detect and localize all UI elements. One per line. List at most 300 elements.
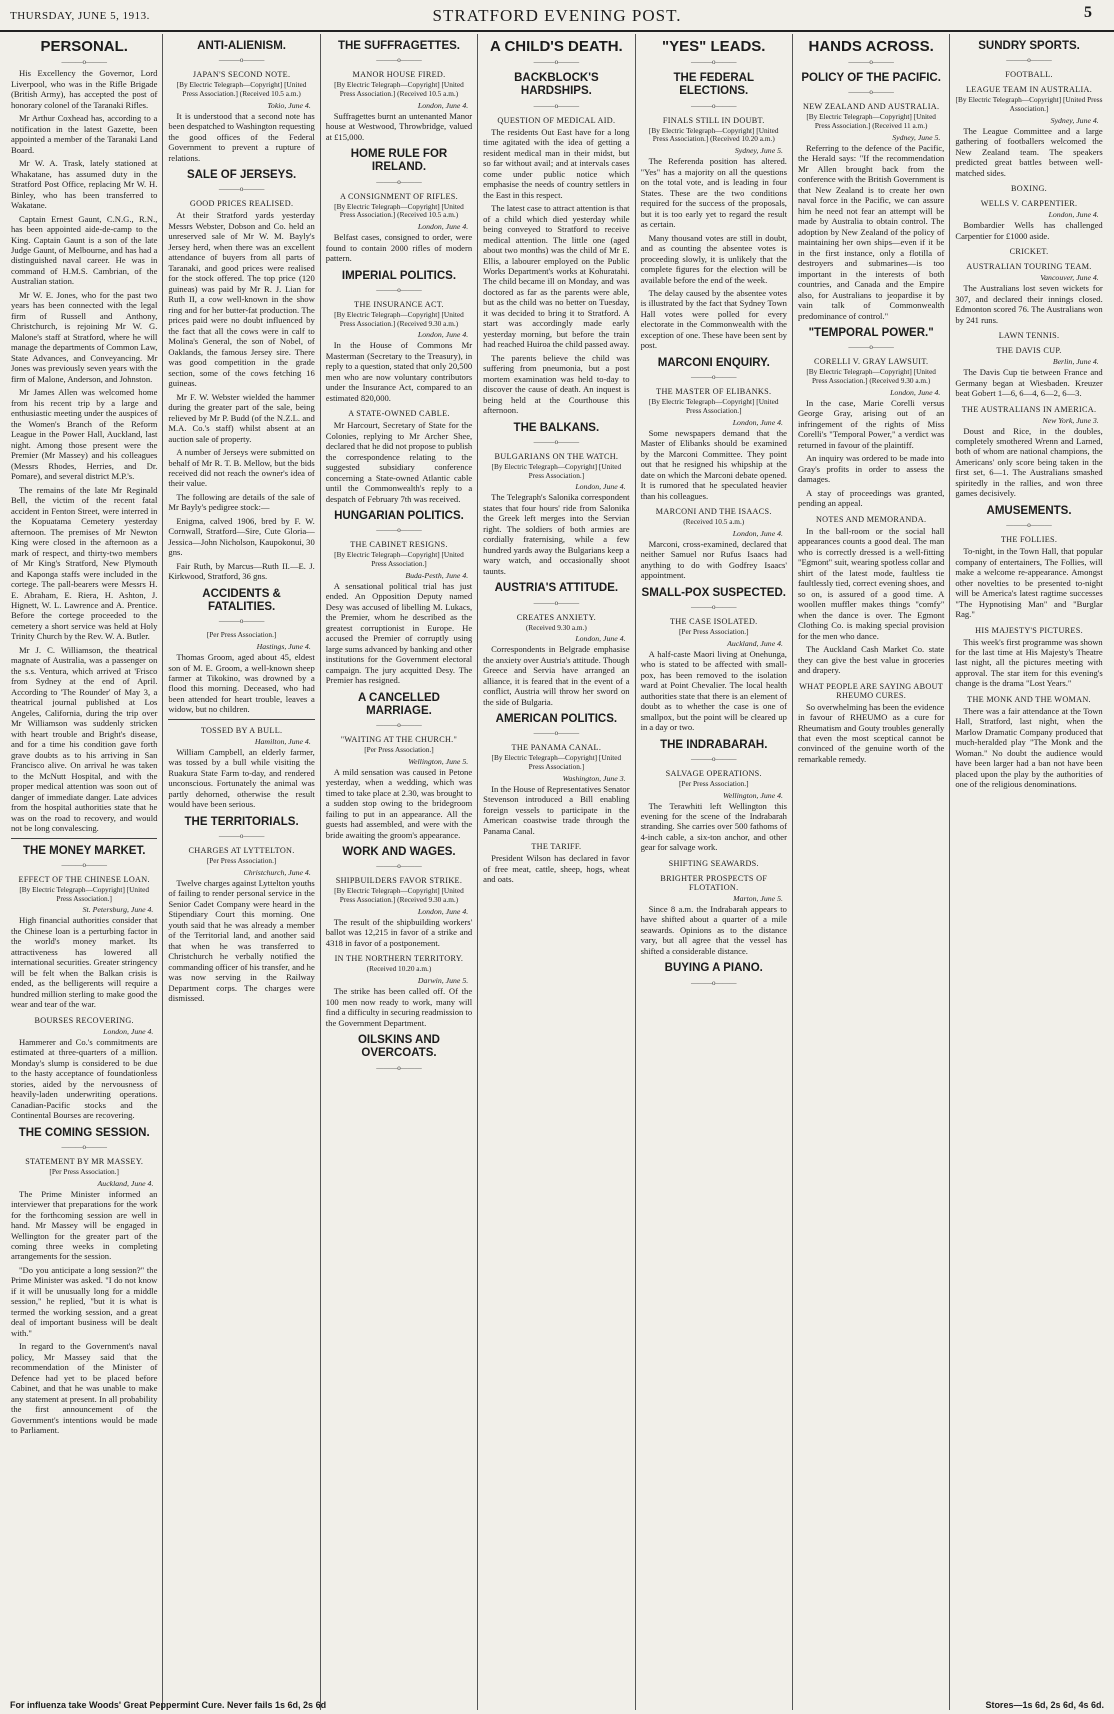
article-headline: IMPERIAL POLITICS. [341, 269, 457, 282]
article-dateline: Hamilton, June 4. [254, 736, 311, 746]
article-byline: [By Electric Telegraph—Copyright] [United Press Association.] (Received 10.5 a.m.) [176, 80, 307, 98]
article-paragraph: High financial authorities consider that the Chinese loan is a perturbing factor in the world's money market. Its attractiveness has lowered all international securities. Greater stringency will be felt when the Balkan crisis is ended, as the belligerents will require a hundred million sterling to make good the wear and tear of the war. [11, 915, 158, 1010]
article-paragraph: An inquiry was ordered to be made into Gray's profits in order to assess the damages. [797, 453, 945, 485]
article [955, 695, 1102, 790]
article-dateline: London, June 4. [103, 1026, 154, 1036]
ornament-divider [11, 58, 157, 66]
article-paragraph: So overwhelming has been the evidence in favour of RHEUMO as a cure for Rheumatism and Gouty troubles generally that even the most sceptical cannot be convinced of the genuine worth of the remarkable remedy. [797, 701, 945, 764]
article [798, 357, 944, 508]
article-headline: WORK AND WAGES. [342, 846, 456, 859]
newspaper-column [321, 34, 478, 1710]
article [955, 70, 1102, 79]
masthead [0, 0, 1114, 32]
article [955, 85, 1102, 178]
article [483, 422, 629, 446]
article-byline: [By Electric Telegraph—Copyright] [United Press Association.] [491, 753, 622, 772]
article-paragraph: A sensational political trial has just ended. An Opposition Deputy named Desy was accused of libelling M. Lukacs, the Premier, whom he described as the greatest corruptionist in Europe. He accused the Premier of corruptly using large sums advanced by banking and other institutions for the Government electoral campaign. The jury acquitted Desy. The Premier has resigned. [325, 580, 473, 686]
article [641, 507, 787, 581]
article-headline: BACKBLOCK'S HARDSHIPS. [514, 72, 599, 98]
article-dateline: London, June 4. [417, 222, 469, 232]
article-paragraph: In the ball-room or the social hall appearances counts a good deal. The man who is correctly dressed is a well-fitting "Egmont" suit, wearing spotless collar and shirt of the latest mode, faultless tie faultlessly tied, correct evening shoes, and so on, is assured of a good time. A woollen muffler makes things "comfy" when the dance is over. The Egmont Clothing Co. is making special provision for the men who dance. [797, 525, 945, 641]
article-paragraph: Captain Ernest Gaunt, C.N.G., R.N., has been appointed aide-de-camp to the King. Captain Gaunt is a son of the late Judge Gaunt, of Melbourne, and has had a distinguished naval career. He was in command of H.M.S. Cambrian, of the Australian station. [11, 213, 158, 287]
article [641, 962, 787, 986]
article-subheadline: BULGARIANS ON THE WATCH. [494, 451, 619, 461]
ornament-divider [326, 178, 472, 186]
article-paragraph: Mr J. C. Williamson, the theatrical magnate of Australia, was a passenger on the s.s. Ventura, which arrived at 'Frisco from Sydney at the end of April. According to 'The Rounder' of May 3, a theatrical journal published at Los Angeles, California, during the trip over Mr Williamson was suddenly stricken with heart trouble and Bright's disease, and for a time his condition gave forth grave doubts as to his arriving in San Francisco alive. On arrival he was taken to the McNutt Hospital, and with the proper medical attention was soon out of danger of immediate danger. Late advices from the hospital authorities state that he was on the road to recovery, and would not be long convalescing. [11, 644, 158, 834]
article-paragraph: Marconi, cross-examined, declared that neither Samuel nor Rufus Isaacs had anything to do with Godfrey Isaacs' appointment. [640, 538, 787, 581]
article [326, 846, 472, 870]
page-number: 5 [1084, 4, 1092, 21]
article-subheadline: THE AUSTRALIANS IN AMERICA. [961, 404, 1097, 414]
article-headline: SALE OF JERSEYS. [186, 169, 297, 182]
newspaper-column [636, 34, 793, 1710]
article [641, 617, 787, 733]
article [798, 72, 944, 96]
article-subheadline: LEAGUE TEAM IN AUSTRALIA. [966, 85, 1093, 95]
article [326, 192, 472, 264]
article [483, 72, 629, 109]
article-dateline: Marton, June 5. [733, 893, 783, 903]
article-subheadline: CHARGES AT LYTTELTON. [188, 846, 295, 856]
article-dateline: London, June 4. [575, 482, 626, 492]
article [798, 515, 944, 676]
article-paragraph: The strike has been called off. Of the 100 men now ready to work, many will find a difficulty in securing readmission to the Government Department. [325, 986, 473, 1028]
article-subheadline: THE CASE ISOLATED. [670, 616, 758, 626]
article-rule [11, 838, 157, 839]
article [641, 357, 787, 381]
article [641, 387, 787, 501]
article-paragraph: William Campbell, an elderly farmer, was tossed by a bull while visiting the Ruakura State Farm to-day, and rendered unconscious. Fortunately the animal was partly dehorned, otherwise the result would have been serious. [168, 746, 315, 810]
article-subheadline: EFFECT OF THE CHINESE LOAN. [18, 874, 150, 884]
article [955, 405, 1102, 499]
article [11, 1016, 157, 1121]
article [326, 876, 472, 948]
article-byline: [By Electric Telegraph—Copyright] [United Press Association.] (Received 10.20 a.m.) [648, 125, 779, 144]
article-byline: [Per Press Association.] [678, 778, 749, 788]
article-paragraph: The remains of the late Mr Reginald Bell, the victim of the recent fatal accident in Fenton Street, were interred in the Kopuatama Cemetery yesterday afternoon. The premises of Mr Newton King were closed in the afternoon as a mark of respect, and thirty-two members of Mr King's Stratford, New Plymouth and Kaponga staffs were included in the cortege. The pall-bearers were Messrs H. E. Abraham, E. Riera, H. Ashton, J. Hignett, W. L. Lawrence and A. Prentice. Before the cortege proceeded to the cemetery a short service was held at Holy Trinity Church by the Rev. W. A. Butler. [11, 484, 158, 642]
article-paragraph: Mr Harcourt, Secretary of State for the Colonies, replying to Mr Archer Shee, declared that he did not propose to publish the correspondence relating to the suggested subsidiary conference concerning a State-owned Atlantic cable until the Commonwealth's reply to a despatch of February 7th was received. [325, 420, 473, 504]
article-byline: [By Electric Telegraph—Copyright] [United Press Association.] [19, 884, 150, 903]
article-subheadline: SALVAGE OPERATIONS. [665, 768, 762, 778]
article-paragraph: The residents Out East have for a long time agitated with the idea of getting a resident medical man in their midst, but so far without avail; and at intervals cases come under public notice which emphasise the needs of country settlers in the East in this respect. [483, 126, 630, 200]
article [326, 70, 472, 142]
article-dateline: St. Petersburg, June 4. [82, 905, 154, 915]
article-subheadline: THE PANAMA CANAL. [511, 743, 602, 753]
article-headline: "YES" LEADS. [662, 38, 766, 55]
article [326, 40, 472, 64]
article-dateline: Wellington, June 4. [723, 790, 783, 800]
article-byline: [Per Press Association.] [678, 626, 749, 636]
article-paragraph: His Excellency the Governor, Lord Liverpool, who was in the Rifle Brigade (British Army), has accepted the post of honorary colonel of the Taranaki Rifles. [11, 68, 158, 110]
article-headline: A CANCELLED MARRIAGE. [357, 691, 440, 717]
article [11, 875, 157, 1010]
article-byline: [By Electric Telegraph—Copyright] [United Press Association.] [491, 461, 622, 480]
ornament-divider [483, 729, 629, 737]
article [168, 70, 314, 163]
article-headline: POLICY OF THE PACIFIC. [801, 72, 941, 85]
article-dateline: Sydney, June 5. [892, 132, 941, 142]
article-dateline: Christchurch, June 4. [243, 867, 311, 877]
article [326, 954, 472, 1028]
article-subheadline: THE FOLLIES. [1000, 535, 1058, 545]
article [798, 102, 944, 321]
article-paragraph: In the House of Representatives Senator Stevenson introduced a Bill enabling foreign vessels to participate in the American coastwise trade through the Panama Canal. [483, 783, 630, 836]
article-paragraph: Mr W. A. Trask, lately stationed at Whakatane, has assumed duty in the Stratford Post Office, replacing Mr W. H. Binley, who has been transferred to Wakatane. [11, 158, 158, 211]
article [955, 535, 1102, 619]
article-paragraph: Belfast cases, consigned to order, were found to contain 2000 rifles of modern pattern. [325, 232, 473, 264]
article [168, 816, 314, 840]
article [641, 38, 787, 66]
article-dateline: Sydney, June 4. [1050, 115, 1099, 125]
article [326, 692, 472, 729]
article-paragraph: There was a fair attendance at the Town Hall, Stratford, last night, when the Marlow Dramatic Company produced that much-heralded play "The Monk and the Woman." No doubt the audience would have been larger had a ban not have been placed upon the play by the authorities of one of the religious denominations. [955, 705, 1103, 790]
ornament-divider [326, 1064, 472, 1072]
article-paragraph: The delay caused by the absentee votes is illustrated by the fact that Sydney Town Hall votes were polled for every electorate in the Commonwealth with the exception of one. These have been sent by post. [640, 288, 787, 351]
article-paragraph: Many thousand votes are still in doubt, and as counting the absentee votes is proceeding slowly, it is unlikely that the complete figures for the election will be available before the end of the week. [640, 232, 787, 285]
article-headline: THE COMING SESSION. [18, 1126, 150, 1139]
article-subheadline: FINALS STILL IN DOUBT. [662, 115, 765, 125]
article-paragraph: The Prime Minister informed an interviewer that preparations for the work for the forthcoming session are well in hand. Mr Massey will be engaged in Wellington for the greater part of the coming three weeks in completing arrangements for the session. [11, 1188, 158, 1262]
ornament-divider [641, 603, 787, 611]
article [955, 199, 1102, 241]
column-container [6, 34, 1108, 1710]
article [641, 859, 787, 868]
article-byline: [By Electric Telegraph—Copyright] [United Press Association.] (Received 9.30 a.m.) [806, 367, 936, 386]
article-headline: AUSTRIA'S ATTITUDE. [494, 582, 619, 595]
article-paragraph: The Australians lost seven wickets for 307, and declared their innings closed. Edmonton scored 76. The Australians won by 241 runs. [955, 283, 1103, 325]
article-paragraph: At their Stratford yards yesterday Messrs Webster, Dobson and Co. held an unreserved sale of Mr W. M. Bayly's Jersey herd, when there was an excellent attendance of buyers from all parts of Taranaki, and good prices were realised for the stock offered. The top price (120 guineas) was paid by Mr R. J. Lian for Ruth II, a cow well-known in the show ring and for her butter-fat production. The prices paid were no doubt influenced by the fact that all the cows were in calf to Molina's General, the son of Nobel, of Oaklands, the famous Jersey sire. There was good competition in the grade section, some of the cows fetching 16 guineas. [168, 210, 315, 389]
ornament-divider [641, 755, 787, 763]
article-headline: A CHILD'S DEATH. [490, 38, 623, 55]
article [11, 845, 157, 869]
article-headline: AMUSEMENTS. [986, 504, 1072, 517]
article-paragraph: Referring to the defence of the Pacific, the Herald says: "If the recommendation Mr Allen brought back from the conference with the British Government is that New Zealand is to create her own naval force in the Pacific, we can assure him he need not fear an attempt will be made by Australia to obtain control. The adoption by New Zealand of the policy of maintaining her own ships—even if it be in the first instance, only a flotilla of destroyers and submarines—is too important in the interests of both countries, and Canada and the Empire also, for Australians to jeopardise it by vain talk of Commonwealth predominance of control." [797, 142, 945, 321]
article-paragraph: A stay of proceedings was granted, pending an appeal. [797, 487, 945, 509]
newspaper-column [163, 34, 320, 1710]
ornament-divider [798, 58, 944, 66]
article-headline: SMALL-POX SUSPECTED. [641, 586, 786, 599]
article-dateline: Vancouver, June 4. [1040, 273, 1099, 283]
article-dateline: Buda-Pesth, June 4. [405, 570, 469, 580]
newspaper-title: STRATFORD EVENING POST. [432, 6, 682, 25]
article-subheadline: GOOD PRICES REALISED. [189, 199, 294, 209]
article-paragraph: Bombardier Wells has challenged Carpentier for £1000 aside. [955, 220, 1103, 241]
footer-advert-left: For influenza take Woods' Great Peppermint Cure. Never fails 1s 6d, 2s 6d [10, 1700, 327, 1710]
article [955, 346, 1102, 398]
ornament-divider [11, 1143, 157, 1151]
newspaper-column [950, 34, 1107, 1710]
article-dateline: London, June 4. [417, 906, 469, 916]
article [11, 1127, 157, 1151]
article-paragraph: Mr F. W. Webster wielded the hammer during the greater part of the sale, being relieved by Mr P. Budd (of the N.Z.L. and M.A. Co.'s staff) whilst absent at an auction sale of property. [168, 391, 315, 444]
article [483, 452, 629, 576]
article-paragraph: Some newspapers demand that the Master of Elibanks should be examined by the Marconi Committee. They point out that he resigned his whipship at the date on which the Marconi debate opened. It is rumored that he speculated heavier than his colleagues. [640, 427, 787, 501]
article [168, 199, 314, 581]
article-byline: (Received 10.20 a.m.) [366, 964, 432, 974]
article-paragraph: In regard to the Government's naval policy, Mr Massey said that the recommendation of the Minister of Defence had yet to be placed before Cabinet, and that he was unable to make any statement at present. In all probability the first announcement of the Government's intentions would be made to Parliament. [11, 1341, 158, 1436]
article [483, 713, 629, 737]
article-subheadline: AUSTRALIAN TOURING TEAM. [966, 262, 1092, 272]
ornament-divider [168, 832, 314, 840]
article [483, 582, 629, 606]
article-subheadline: STATEMENT BY MR MASSEY. [25, 1156, 144, 1166]
article [326, 300, 472, 403]
article-subheadline: THE CABINET RESIGNS. [350, 540, 448, 550]
article [483, 38, 629, 66]
article [168, 169, 314, 193]
article-headline: ACCIDENTS & FATALITIES. [202, 587, 281, 614]
article-subheadline: HIS MAJESTY'S PICTURES. [975, 625, 1083, 635]
article [168, 40, 314, 64]
article-byline: [Per Press Association.] [49, 1166, 119, 1176]
article-byline: [By Electric Telegraph—Copyright] [United Press Association.] [955, 95, 1103, 113]
article-dateline: Hastings, June 4. [256, 642, 311, 652]
article-subheadline: THE MONK AND THE WOMAN. [967, 694, 1091, 704]
article-headline: THE MONEY MARKET. [22, 844, 146, 857]
article-paragraph: In the case, Marie Corelli versus George Gray, arising out of an infringement of the rights of Miss Corelli's "Temporal Power," a verdict was returned in favour of the plaintiff. [797, 397, 945, 450]
ornament-divider [955, 521, 1102, 529]
article-headline: THE BALKANS. [513, 421, 600, 434]
article-dateline: London, June 4. [1048, 210, 1099, 220]
article-headline: "TEMPORAL POWER." [808, 327, 934, 340]
article-subheadline: MARCONI AND THE ISAACS. [655, 507, 772, 517]
ornament-divider [798, 343, 944, 351]
article [168, 631, 314, 720]
article [955, 40, 1102, 64]
article-paragraph: Twelve charges against Lyttelton youths of failing to render personal service in the Senior Cadet Company were heard in the Stipendiary Court this morning. One youth said that he was already a member of the Territorial land, and another said that when he was transferred to Christchurch he verbally notified the commanding officer of his transfer, and he was now serving in the Railway Department corps. The charges were dismissed. [168, 877, 315, 1004]
article-byline: (Received 10.5 a.m.) [683, 517, 745, 527]
article-subheadline: THE INSURANCE ACT. [354, 299, 444, 309]
article [168, 588, 314, 625]
ornament-divider [326, 526, 472, 534]
article-paragraph: The League Committee and a large gathering of footballers welcomed the New Zealand team. The speakers predicted great battles between well-matched sides. [955, 125, 1103, 178]
ornament-divider [168, 56, 314, 64]
article-dateline: Tokio, June 4. [267, 100, 311, 110]
article-byline: [Per Press Association.] [206, 856, 277, 866]
article-headline: ANTI-ALIENISM. [197, 40, 286, 52]
article-subheadline: BOXING. [1011, 184, 1048, 194]
article-dateline: Darwin, June 5. [417, 976, 469, 986]
article [11, 1157, 157, 1436]
newspaper-column [793, 34, 950, 1710]
article-paragraph: The Terawhiti left Wellington this evening for the scene of the Indrabarah stranding. She carries over 500 fathoms of 4-inch cable, a six-ton anchor, and other gear for salvage work. [640, 800, 787, 853]
newspaper-column [6, 34, 163, 1710]
article [11, 38, 157, 839]
article-dateline: Sydney, June 5. [734, 146, 783, 156]
article-subheadline: TOSSED BY A BULL. [200, 725, 283, 735]
article-subheadline: MANOR HOUSE FIRED. [352, 70, 446, 80]
ornament-divider [326, 862, 472, 870]
footer-advert-right: Stores—1s 6d, 2s 6d, 4s 6d. [985, 1700, 1104, 1710]
article-headline: THE SUFFRAGETTES. [337, 40, 460, 52]
article-dateline: Washington, June 3. [562, 773, 626, 783]
article-paragraph: To-night, in the Town Hall, that popular company of entertainers, The Follies, will make a welcome re-appearance. Amongst other novelties to be presented to-night will be America's latest ragtime successes "The Hypnotising Man" and "Burglar Rag." [955, 546, 1103, 620]
article-dateline: London, June 4. [575, 634, 626, 644]
article [326, 735, 472, 840]
article [641, 587, 787, 611]
article-headline: BUYING A PIANO. [664, 962, 763, 975]
article-subheadline: CREATES ANXIETY. [516, 612, 596, 622]
article-subheadline: THE TARIFF. [531, 842, 582, 852]
article [955, 331, 1102, 340]
article-paragraph: A number of Jerseys were submitted on behalf of Mr R. T. B. Mellow, but the bids received did not reach the owner's idea of their value. [168, 447, 315, 489]
article-subheadline: THE DAVIS CUP. [996, 346, 1062, 356]
article-subheadline: JAPAN'S SECOND NOTE. [192, 70, 291, 80]
article-subheadline: CRICKET. [1009, 247, 1049, 257]
article-dateline: London, June 4. [732, 417, 783, 427]
article-headline: HANDS ACROSS. [808, 38, 934, 55]
article [168, 726, 314, 810]
article-paragraph: The Auckland Cash Market Co. state they can give the best value in groceries and drapery. [797, 644, 945, 676]
article-subheadline: WELLS V. CARPENTIER. [980, 199, 1078, 209]
article [641, 116, 787, 351]
article-subheadline: NEW ZEALAND AND AUSTRALIA. [802, 102, 940, 112]
article-dateline: London, June 4. [417, 100, 469, 110]
article [326, 148, 472, 185]
article-headline: MARCONI ENQUIRY. [657, 356, 770, 369]
article-paragraph: The Telegraph's Salonika correspondent states that four hours' ride from Salonika the Greek left merges into the Servian right. The soldiers of both armies are cordially fraternising, while a few hundred yards away the Bulgarians keep a wary watch, and occasionally shoot taunts. [483, 492, 630, 576]
article-dateline: London, June 4. [890, 387, 941, 397]
article [641, 72, 787, 109]
issue-date: THURSDAY, JUNE 5, 1913. [10, 10, 150, 22]
article-subheadline: BOURSES RECOVERING. [34, 1015, 134, 1025]
article-byline: [By Electric Telegraph—Copyright] [United Press Association.] [334, 550, 464, 569]
ornament-divider [168, 617, 314, 625]
article-dateline: London, June 4. [732, 528, 783, 538]
article-paragraph: Thomas Groom, aged about 45, eldest son of M. E. Groom, a well-known sheep farmer at Tikokino, was drowned by a flood this morning. Deceased, who had been attended for heart trouble, leaves a widow, but no children. [168, 652, 315, 715]
article-byline: [Per Press Association.] [206, 630, 277, 640]
article-byline: [By Electric Telegraph—Copyright] [United Press Association.] (Received 10.5 a.m.) [334, 201, 464, 220]
article [955, 247, 1102, 256]
article-subheadline: BRIGHTER PROSPECTS OF FLOTATION. [660, 873, 768, 892]
article-paragraph: Doust and Rice, in the doubles, completely smothered Wrenn and Larned, both of whom are national champions, the Americans' only score being taken in the first set, 6—1. The Australians smashed spiritedly in the rallies, and won three games decisively. [955, 425, 1103, 499]
article-paragraph: The Referenda position has altered. "Yes" has a majority on all the questions on the total vote, and is leading in four States. These are the two conditions required for the success of the proposals, but it is too early yet to regard the result as certain. [640, 156, 787, 230]
article [798, 682, 944, 765]
article [168, 846, 314, 1004]
ornament-divider [168, 185, 314, 193]
article-subheadline: WHAT PEOPLE ARE SAYING ABOUT RHEUMO CURES. [799, 681, 944, 700]
article-headline: HUNGARIAN POLITICS. [334, 510, 464, 523]
ornament-divider [483, 102, 629, 110]
article [326, 270, 472, 294]
ornament-divider [326, 286, 472, 294]
article [483, 116, 629, 416]
article-dateline: Auckland, June 4. [727, 638, 783, 648]
article-headline: AMERICAN POLITICS. [495, 713, 618, 726]
article-subheadline: SHIFTING SEAWARDS. [668, 858, 759, 868]
article [483, 842, 629, 884]
ornament-divider [326, 56, 472, 64]
article-paragraph: It is understood that a second note has been despatched to Washington requesting the good offices of the Federal Government to prevent a rupture of relations. [168, 110, 315, 163]
ornament-divider [798, 88, 944, 96]
article-subheadline: LAWN TENNIS. [998, 331, 1060, 341]
article-dateline: Berlin, June 4. [1052, 357, 1099, 367]
article-paragraph: A mild sensation was caused in Petone yesterday, when a wedding, which was timed to take place at 2.30, was brought to a sudden stop owing to the bridegroom failing to put in an appearance. All the guests had assembled, and were with the bride awaiting the groom's appearance. [325, 766, 473, 840]
article-dateline: Auckland, June 4. [97, 1178, 154, 1188]
article-paragraph: The result of the shipbuilding workers' ballot was 12,215 in favor of a strike and 4318 in favor of a postponement. [325, 916, 473, 948]
ornament-divider [483, 599, 629, 607]
article-byline: (Received 9.30 a.m.) [525, 622, 587, 632]
article-subheadline: FOOTBALL. [1005, 70, 1053, 80]
article-paragraph: Correspondents in Belgrade emphasise the anxiety over Austria's attitude. Though Greece and Servia have arranged an alliance, it is feared that in the event of a conflict, Austria will throw her sword on the side of Bulgaria. [483, 644, 630, 707]
article-paragraph: The Davis Cup tie between France and Germany began at Wiesbaden. Kreuzer beat Gobert 1—6, 6—4, 6—2, 6—3. [955, 367, 1103, 399]
article [326, 510, 472, 534]
article [798, 327, 944, 351]
article [326, 409, 472, 504]
article-byline: [By Electric Telegraph—Copyright] [United Press Association.] (Received 11 a.m.) [806, 112, 936, 131]
article [955, 184, 1102, 193]
article-dateline: London, June 4. [417, 330, 469, 340]
ornament-divider [641, 979, 787, 987]
article [955, 262, 1102, 325]
article-paragraph: Enigma, calved 1906, bred by F. W. Cornwall, Stratford—Sire, Cute Gloria—Jessica—John Nicholson, Kaupokonui, 30 gns. [168, 515, 315, 558]
article-headline: PERSONAL. [40, 38, 128, 55]
article-paragraph: Mr Arthur Coxhead has, according to a notification in the latest Gazette, been appointed a member of the Taranaki Land Board. [11, 113, 158, 155]
article-byline: [By Electric Telegraph—Copyright] [United Press Association.] [648, 397, 779, 415]
article [641, 874, 787, 956]
article-paragraph: Suffragettes burnt an untenanted Manor house at Westwood, Throwbridge, valued at £15,000. [325, 110, 473, 142]
article [326, 540, 472, 685]
article-paragraph: A half-caste Maori living at Onehunga, who is stated to be affected with small-pox, has been removed to the isolation ward at Point Chevalier. The local health authorities state that there is an element of doubt as to whether the case is one of smallpox, but the point will be cleared up in a day or two. [640, 648, 787, 733]
article-dateline: New York, June 3. [1042, 415, 1099, 425]
article-paragraph: Mr W. E. Jones, who for the past two years has been connected with the legal firm of Russell and Anthony, Christchurch, is rejoining Mr W. G. Malone's staff at Stratford, where he will manage the departments of Common Law, State Advances, and Conveyancing. Mr Jones was previously seven years with the firm of Malone, Anderson, and Johnston. [11, 289, 158, 384]
article [641, 769, 787, 853]
ornament-divider [326, 721, 472, 729]
ornament-divider [955, 56, 1102, 64]
article-byline: [By Electric Telegraph—Copyright] [United Press Association.] (Received 9.30 a.m.) [334, 886, 464, 905]
article [641, 739, 787, 763]
article-headline: SUNDRY SPORTS. [978, 40, 1080, 52]
article-subheadline: CORELLI V. GRAY LAWSUIT. [813, 357, 929, 367]
article-dateline: Wellington, June 5. [408, 756, 469, 766]
article [483, 743, 629, 836]
article-subheadline: NOTES AND MEMORANDA. [815, 514, 927, 524]
article-rule [168, 719, 314, 720]
newspaper-column [478, 34, 635, 1710]
article-subheadline: THE MASTER OF ELIBANKS. [656, 387, 772, 397]
article [326, 1034, 472, 1071]
ornament-divider [11, 861, 157, 869]
article [955, 505, 1102, 529]
article-paragraph: Since 8 a.m. the Indrabarah appears to have shifted about a quarter of a mile seawards. Opinions as to the distance vary, but all agree that the vessel has shifted a considerable distance. [640, 903, 787, 956]
article-paragraph: This week's first programme was shown for the last time at His Majesty's Theatre last night, all the pictures meeting with approval. The star item for this evening's change is the drama "Lost Years." [955, 636, 1103, 689]
article [955, 626, 1102, 689]
ornament-divider [483, 438, 629, 446]
article-paragraph: Hammerer and Co.'s commitments are estimated at three-quarters of a million. Monday's slump is considered to be due to the hasty acceptance of foundationless stories, aided by the nervousness of heavily-laden underwriting operations. Canadian-Pacific stocks and the Continental Bourses are recovering. [11, 1036, 158, 1121]
article-headline: OILSKINS AND OVERCOATS. [357, 1034, 440, 1060]
article-paragraph: In the House of Commons Mr Masterman (Secretary to the Treasury), in reply to a question, stated that only 20,500 men who are now voluntary contributors under the Insurance Act, compared to an estimated 820,000. [325, 340, 473, 403]
article-subheadline: A CONSIGNMENT OF RIFLES. [339, 191, 458, 201]
article-subheadline: QUESTION OF MEDICAL AID. [497, 115, 616, 125]
article-headline: THE FEDERAL ELECTIONS. [673, 72, 754, 98]
article-paragraph: The parents believe the child was suffering from pneumonia, but a post mortem examination was held to-day to discover the cause of death. An inquest is being held at the Courthouse this afternoon. [483, 352, 630, 416]
ornament-divider [483, 58, 629, 66]
article-paragraph: The following are details of the sale of Mr Bayly's pedigree stock:— [168, 491, 315, 513]
ornament-divider [641, 373, 787, 381]
article-subheadline: A STATE-OWNED CABLE. [348, 409, 450, 419]
article-subheadline: IN THE NORTHERN TERRITORY. [334, 954, 464, 964]
ornament-divider [641, 58, 787, 66]
article-byline: [By Electric Telegraph—Copyright] [United Press Association.] (Received 9.30 a.m.) [334, 309, 464, 328]
article-byline: [Per Press Association.] [364, 745, 434, 755]
ornament-divider [641, 102, 787, 110]
article [798, 38, 944, 66]
article-paragraph: Mr James Allen was welcomed home from his recent trip by a large and enthusiastic meeting under the auspices of the Women's Branch of the Reform League in the Power Hall, Auckland, last night. Among those present were the Premier (Mr Massey) and his colleagues (Messrs Rhodes, Herries, and Dr. Pomare), and several district M.P.'s. [11, 387, 158, 482]
article-subheadline: "WAITING AT THE CHURCH." [340, 735, 458, 745]
article [483, 613, 629, 708]
article-paragraph: The latest case to attract attention is that of a child which died yesterday while being conveyed to Stratford to receive medical attention. The little one (aged about two months) was the child of Mr E. Ellis, a labourer employed on the Public Works Department's works at Kohuratahi. The child became ill on Monday, and was doctored as far as the parents were able, but as the child was no better on Tuesday, it was decided to bring it to Stratford. A start was accordingly made early yesterday morning, but before the train had reached Huiroa the child passed away. [483, 203, 630, 350]
article-paragraph: "Do you anticipate a long session?" the Prime Minister was asked. "I do not know if it will be unusually long for a middle session," he replied, "but it is what is termed the working session, and a great deal of important business will be dealt with." [11, 1264, 158, 1338]
